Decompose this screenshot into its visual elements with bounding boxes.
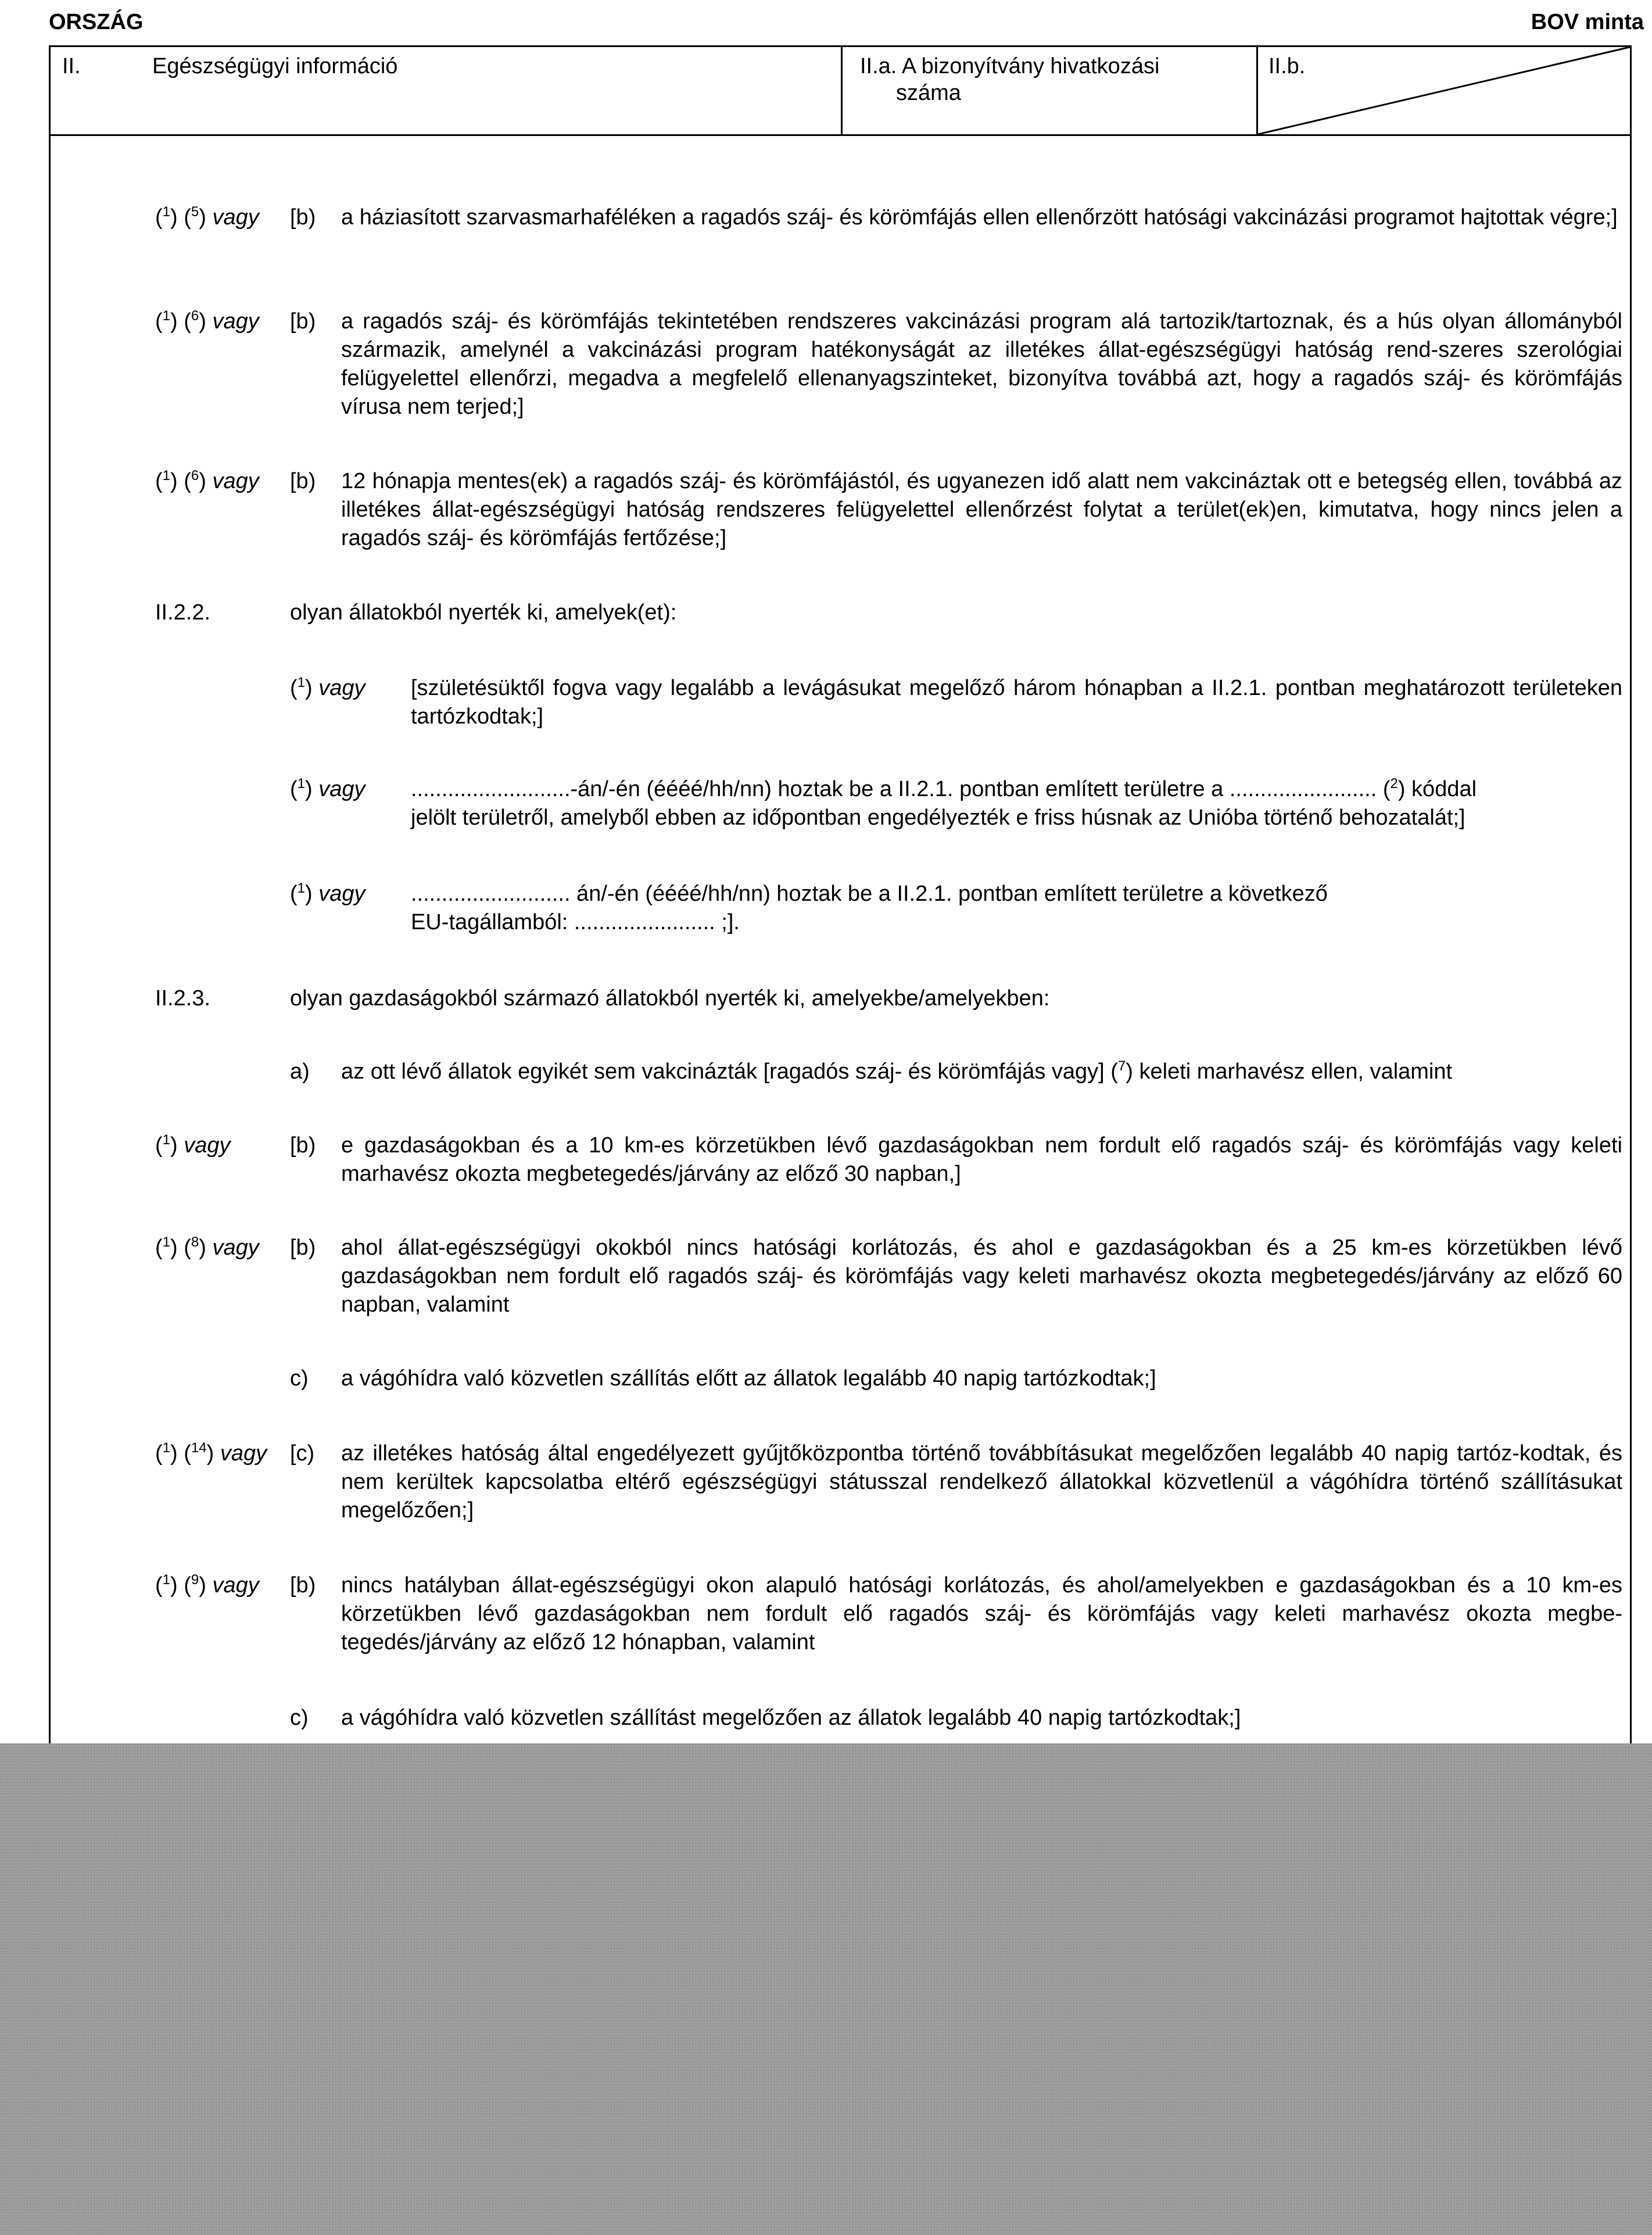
- item-refs: ($^1$) ($^8$) vagy: [155, 1234, 259, 1260]
- section-text: olyan állatokból nyerték ki, amelyek(et):: [290, 600, 677, 625]
- item-refs: ($^1$) ($^6$) vagy: [155, 468, 259, 493]
- item-letter: [b): [290, 1235, 316, 1260]
- item-refs: ($^1$) ($^{14}$) vagy: [155, 1440, 267, 1466]
- item-text: a vágóhídra való közvetlen szállítást megelőzően az állatok legalább 40 napig tartózkodtak;]: [341, 1706, 1241, 1730]
- item-letter: [b): [290, 1133, 316, 1158]
- item-refs: ($^1$) ($^9$) vagy: [155, 1572, 259, 1598]
- item-text: a ragadós száj- és körömfájás tekintetében rendszeres vakcinázási program alá tartozik/tartoznak, és a hús olyan állományból származik, amelynél a vakcinázási program hatékonyságát az illetékes állat-egészségügyi hatóság rend-szeres szerológiai felügyelettel ellenőrzi, megadva a megfelelő ellenanyagszinteket, bizonyítva továbbá azt, hogy a ragadós száj- és körömfájás vírusa nem terjed;]: [341, 309, 1622, 419]
- item-text-line-2: jelölt területről, amelyből ebben az időpontban engedélyezték e friss húsnak az Unióba történő behozatalát;]: [411, 805, 1465, 830]
- item-refs: ($^1$) ($^5$) vagy: [155, 204, 259, 230]
- model-label: BOV minta: [1531, 10, 1644, 34]
- section-title: Egészségügyi információ: [152, 54, 398, 78]
- item-text-line-1: ..........................-án/-én (éééé/hh/nn) hoztak be a II.2.1. pontban említett területre a ........................ ($^2$) kóddal: [411, 776, 1477, 801]
- table-header: [51, 45, 1630, 136]
- item-refs: ($^1$) ($^6$) vagy: [155, 308, 259, 334]
- item-text: a vágóhídra való közvetlen szállítás előtt az állatok legalább 40 napig tartózkodtak;]: [341, 1366, 1156, 1391]
- header-cell-cert-ref: [843, 47, 1258, 134]
- diagonal-line: [1258, 47, 1630, 134]
- item-letter: [b): [290, 205, 316, 230]
- section-number: II.2.2.: [155, 600, 211, 625]
- col-b-label: II.b.: [1268, 54, 1306, 78]
- item-letter: [b): [290, 309, 316, 334]
- certificate-form: [49, 45, 1632, 1847]
- item-refs: ($^1$) vagy: [290, 776, 365, 801]
- cert-ref-line-1: II.a. A bizonyítvány hivatkozási: [860, 54, 1160, 78]
- cert-ref-line-2: száma: [896, 81, 961, 105]
- redaction-overlay: [0, 1743, 1652, 2235]
- section-number: II.: [62, 54, 81, 78]
- item-text: az ott lévő állatok egyikét sem vakcinázták [ragadós száj- és körömfájás vagy] ($^7$) keleti marhavész ellen, valamint: [341, 1058, 1453, 1084]
- item-refs: ($^1$) vagy: [155, 1132, 231, 1158]
- item-letter: [b): [290, 469, 316, 493]
- section-number: II.2.3.: [155, 986, 211, 1011]
- item-text-line-1: .......................... án/-én (éééé/hh/nn) hoztak be a II.2.1. pontban említett területre a következő: [411, 882, 1328, 906]
- item-text: ahol állat-egészségügyi okokból nincs hatósági korlátozás, és ahol e gazdaságokban és a 25 km-es körzetükben lévő gazdaságokban nem fordult elő ragadós száj- és körömfájás vagy keleti marhavész okozta megbetegedés/járvány az előző 60 napban, valamint: [341, 1235, 1622, 1317]
- item-letter: [b): [290, 1573, 316, 1598]
- item-text: 12 hónapja mentes(ek) a ragadós száj- és körömfájástól, és ugyanezen idő alatt nem vakcináztak ott e betegség ellen, továbbá az illetékes állat-egészségügyi hatóság rendszeres felügyelettel ellenőrzést folytat a terület(ek)en, kimutatva, hogy nincs jelen a ragadós száj- és körömfájás fertőzése;]: [341, 469, 1622, 550]
- item-text: nincs hatályban állat-egészségügyi okon alapuló hatósági korlátozás, és ahol/amelyekben e gazdaságokban és a 10 km-es körzetükben lévő gazdaságokban nem fordult elő ragadós száj- és körömfájás vagy keleti marhavész okozta megbe-tegedés/járvány az előző 12 hónapban, valamint: [341, 1573, 1622, 1654]
- header-cell-section: [51, 47, 843, 134]
- item-text-line-2: EU-tagállamból: ....................... ;].: [411, 910, 740, 934]
- item-text: [születésüktől fogva vagy legalább a levágásukat megelőző három hónapban a II.2.1. pontban meghatározott területeken tartózkodtak;]: [411, 676, 1622, 729]
- item-text: az illetékes hatóság által engedélyezett gyűjtőközpontba történő továbbításukat megelőzően legalább 40 napig tartóz-kodtak, és nem kerültek kapcsolatba eltérő egészségügyi státusszal rendelkező állatokkal közvetlenül a vágóhídra történő szállításukat megelőzően;]: [341, 1441, 1622, 1523]
- item-text: a háziasított szarvasmarhaféléken a ragadós száj- és körömfájás ellen ellenőrzött hatósági vakcinázási programot hajtottak végre;]: [341, 205, 1618, 230]
- certificate-body: [51, 136, 1630, 1847]
- item-letter: [c): [290, 1441, 315, 1466]
- item-letter: a): [290, 1059, 310, 1084]
- header-cell-b: [1258, 47, 1630, 134]
- country-label: ORSZÁG: [49, 10, 144, 34]
- item-refs: ($^1$) vagy: [290, 675, 365, 700]
- item-letter: c): [290, 1366, 309, 1391]
- section-text: olyan gazdaságokból származó állatokból nyerték ki, amelyekbe/amelyekben:: [290, 986, 1050, 1011]
- item-letter: c): [290, 1706, 309, 1730]
- item-refs: ($^1$) vagy: [290, 880, 365, 906]
- item-text: e gazdaságokban és a 10 km-es körzetükben lévő gazdaságokban nem fordult elő ragadós száj- és körömfájás vagy keleti marhavész okozta megbetegedés/járvány az előző 30 napban,]: [341, 1133, 1622, 1186]
